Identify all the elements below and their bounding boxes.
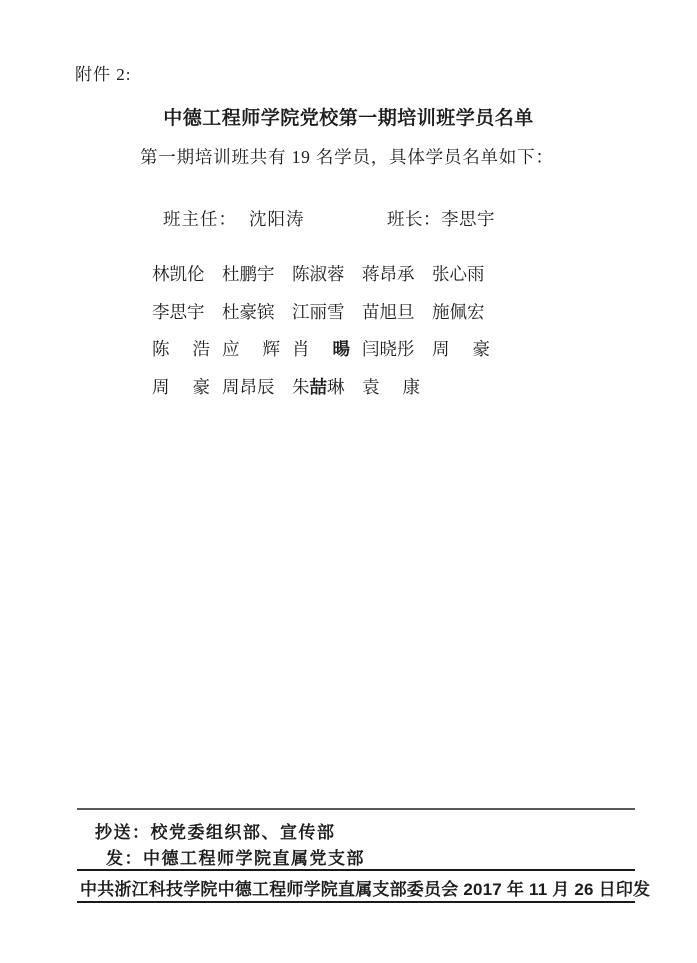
student-name: [292, 336, 350, 359]
student-name: [222, 336, 280, 359]
student-name-char: 淑: [309, 264, 327, 284]
student-name-char: 辰: [257, 376, 275, 397]
roster-row: [152, 261, 490, 284]
student-roster: [152, 261, 490, 411]
roster-row: [152, 336, 490, 359]
student-name-char: 琳: [327, 376, 345, 397]
student-name: [292, 299, 350, 322]
student-name-char: 雪: [327, 301, 345, 322]
student-name-char: 旭: [379, 301, 397, 322]
cc-line: [95, 818, 336, 843]
student-name-char: 周: [222, 376, 240, 397]
student-name: [222, 261, 280, 284]
cc-label: 抄送：: [95, 823, 151, 842]
footer-middle-rule: [77, 869, 635, 871]
student-name-char: 蓉: [327, 264, 345, 284]
student-name-char: 江: [292, 301, 310, 322]
student-name-char: 林: [152, 264, 170, 284]
student-name-char: 杜: [222, 301, 240, 322]
student-name: [152, 299, 210, 322]
student-name: [432, 336, 490, 359]
student-name-char: 豪: [239, 301, 257, 322]
student-name: [152, 261, 210, 284]
student-name: [152, 374, 210, 397]
student-name-char: 苗: [362, 301, 380, 322]
student-name-char: 应: [222, 339, 240, 359]
footer-top-rule: [77, 808, 635, 810]
student-name-char: 佩: [449, 301, 467, 322]
student-name: [152, 336, 210, 359]
student-name-char: 心: [449, 264, 467, 284]
student-name-char: 旦: [397, 301, 415, 322]
student-name: [432, 261, 490, 284]
student-name-char: 肖: [292, 339, 310, 359]
student-name-char: 昂: [379, 264, 397, 284]
document-title: 中德工程师学院党校第一期培训班学员名单: [163, 108, 534, 129]
monitor-name: 李思宇: [441, 209, 495, 229]
student-name-char: 昂: [239, 376, 257, 397]
class-leaders-line: [0, 206, 697, 228]
roster-row: [152, 374, 490, 397]
student-name: [362, 299, 420, 322]
student-name-char: 思: [169, 301, 187, 322]
issue-label: 发：: [106, 849, 143, 868]
student-name-char: 蒋: [362, 264, 380, 284]
student-name-char: 袁: [362, 376, 380, 397]
issue-line: [106, 844, 365, 869]
student-name-char: 承: [397, 264, 415, 284]
student-name: [362, 336, 420, 359]
student-name-char: 施: [432, 301, 450, 322]
student-name: [292, 261, 350, 284]
student-name-char: 凯: [169, 264, 187, 284]
student-name-char: 豪: [192, 376, 210, 397]
student-name-char: 喆: [309, 376, 327, 397]
student-name-char: 晓: [379, 339, 397, 359]
student-name-char: 暘: [332, 339, 350, 359]
student-name-char: 周: [152, 376, 170, 397]
intro-text: 第一期培训班共有 19 名学员，具体学员名单如下：: [140, 147, 554, 167]
student-name-char: 张: [432, 264, 450, 284]
student-name: [222, 374, 280, 397]
student-name-char: 雨: [467, 264, 485, 284]
student-name-char: 周: [432, 339, 450, 359]
head-teacher-group: [163, 206, 305, 231]
student-name-char: 李: [152, 301, 170, 322]
student-name: [222, 299, 280, 322]
student-name-char: 浩: [192, 339, 210, 359]
student-name: [362, 374, 420, 397]
student-name: [432, 299, 490, 322]
monitor-label: 班长：: [387, 209, 441, 229]
student-name-char: 镔: [257, 301, 275, 322]
student-name-char: 宇: [187, 301, 205, 322]
roster-row: [152, 299, 490, 322]
issue-value: 中德工程师学院直属党支部: [143, 849, 365, 868]
head-teacher-name: 沈阳涛: [249, 209, 305, 229]
cc-value: 校党委组织部、宣传部: [150, 823, 336, 842]
student-name-char: 鹏: [239, 264, 257, 284]
student-name-char: 伦: [187, 264, 205, 284]
student-name-char: 宏: [467, 301, 485, 322]
student-name-char: 朱: [292, 376, 310, 397]
monitor-group: [387, 206, 495, 231]
student-name-char: 陈: [292, 264, 310, 284]
student-name-char: 闫: [362, 339, 380, 359]
student-name: [362, 261, 420, 284]
student-name-char: 陈: [152, 339, 170, 359]
attachment-label: 附件 2:: [75, 65, 132, 84]
student-name-char: 豪: [472, 339, 490, 359]
footer-bottom-rule: [77, 901, 635, 903]
student-name-char: 丽: [309, 301, 327, 322]
student-name-char: 辉: [262, 339, 280, 359]
student-name: [292, 374, 350, 397]
head-teacher-label: 班主任：: [163, 209, 237, 229]
student-name-char: 彤: [397, 339, 415, 359]
student-name-char: 康: [402, 376, 420, 397]
imprint-line: 中共浙江科技学院中德工程师学院直属支部委员会 2017 年 11 月 26 日印发: [80, 880, 651, 899]
student-name-char: 宇: [257, 264, 275, 284]
student-name-char: 杜: [222, 264, 240, 284]
